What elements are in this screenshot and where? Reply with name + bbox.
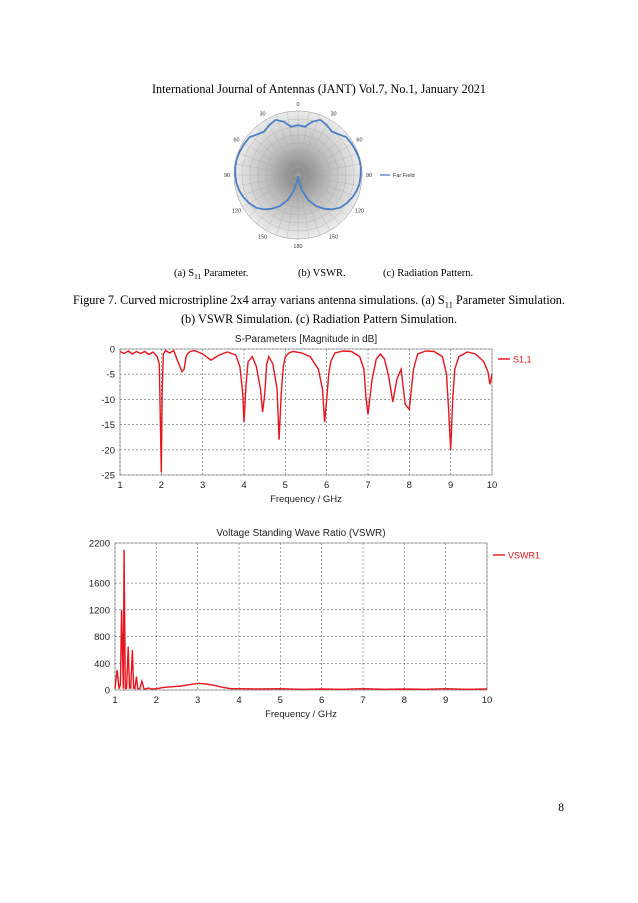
plot-area [120,349,492,475]
polar-angle-label: 180 [293,244,303,250]
subcaption-b: (b) VSWR. [298,268,346,279]
plot-area [115,543,487,690]
vswr-chart [80,522,560,732]
x-tick-label: 4 [236,695,242,706]
y-tick-label: 400 [94,658,110,670]
figure-caption-line1: Figure 7. Curved microstripline 2x4 array varians antenna simulations. (a) $S_{11}$ Parameter Simulation. [73,293,565,310]
x-tick-label: 2 [153,695,159,706]
y-tick-label: -5 [106,369,115,381]
x-tick-label: 1 [117,480,123,491]
x-tick-label: 8 [406,480,412,491]
x-axis-title: Frequency / GHz [270,494,342,505]
x-tick-label: 9 [448,480,454,491]
polar-angle-label: 60 [233,137,240,144]
polar-angle-label: 120 [231,208,242,215]
y-tick-label: 0 [109,344,115,356]
x-tick-label: 5 [277,695,283,706]
x-tick-label: 1 [112,695,118,706]
y-tick-label: -15 [101,420,115,432]
polar-angle-label: 90 [365,173,373,179]
y-tick-label: 1600 [88,578,110,590]
polar-angle-label: 150 [328,234,339,241]
y-tick-label: -10 [101,394,115,406]
y-tick-label: 2200 [88,538,110,550]
y-tick-label: 0 [104,685,110,697]
legend-label: Far Field [393,173,415,179]
polar-angle-label: 30 [259,111,266,118]
x-tick-label: 9 [443,695,449,706]
x-tick-label: 4 [241,480,247,491]
subcaption-c: (c) Radiation Pattern. [383,268,474,279]
x-tick-label: 5 [282,480,288,491]
chart-title: Voltage Standing Wave Ratio (VSWR) [216,528,386,539]
polar-angle-label: 150 [257,234,268,241]
chart-title: S-Parameters [Magnitude in dB] [234,334,378,345]
x-tick-label: 7 [360,695,366,706]
x-tick-label: 10 [486,480,498,491]
y-tick-label: 1200 [88,605,110,617]
figure-caption-line2: (b) VSWR Simulation. (c) Radiation Pattern Simulation. [181,312,457,327]
x-tick-label: 10 [481,695,493,706]
page-number: 8 [558,802,564,814]
legend-label: S1,1 [513,354,532,365]
polar-angle-label: 120 [354,208,365,215]
y-tick-label: 800 [94,632,110,644]
x-tick-label: 2 [158,480,164,491]
x-tick-label: 8 [401,695,407,706]
legend-label: VSWR1 [508,550,541,561]
journal-header: International Journal of Antennas (JANT) Vol.7, No.1, January 2021 [152,82,486,96]
polar-angle-label: 60 [356,137,363,144]
x-tick-label: 6 [324,480,330,491]
y-tick-label: -25 [101,470,115,482]
x-tick-label: 6 [319,695,325,706]
x-tick-label: 3 [200,480,206,491]
subcaption-a: (a) $S_{11}$ Parameter. [174,268,249,282]
x-tick-label: 7 [365,480,371,491]
polar-angle-label: 90 [223,173,231,179]
polar-angle-label: 0 [296,102,300,108]
x-tick-label: 3 [195,695,201,706]
x-axis-title: Frequency / GHz [265,709,337,720]
polar-angle-label: 30 [330,111,337,118]
radiation-pattern-chart [215,96,435,254]
s-parameters-chart [80,322,560,517]
y-tick-label: -20 [101,445,115,457]
